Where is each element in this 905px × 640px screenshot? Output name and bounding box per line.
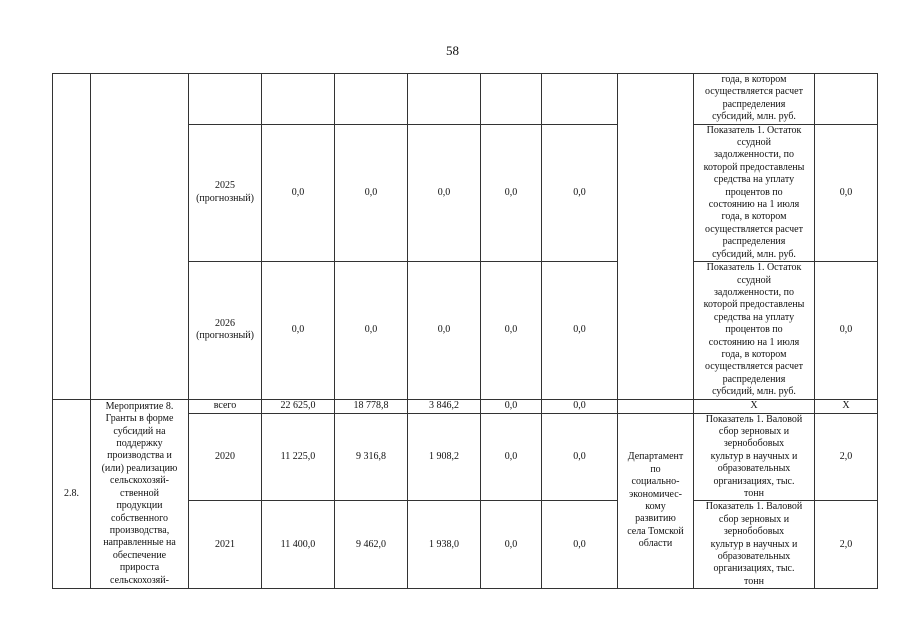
value-cell: 22 625,0 xyxy=(262,399,335,413)
value-cell: 0,0 xyxy=(481,399,542,413)
indicator-text-line: субсидий, млн. руб. xyxy=(712,111,796,123)
indicator-text-line: сбор зерновых и xyxy=(718,513,790,525)
indicator-text-line: образовательных xyxy=(717,551,791,563)
indicator-text-line: задолженности, по xyxy=(713,286,794,298)
value-cell xyxy=(481,74,542,125)
indicator-text-line: распределения xyxy=(722,236,786,248)
executor-text-line: социально- xyxy=(631,476,680,488)
indicator-text-line: субсидий, млн. руб. xyxy=(712,248,796,260)
indicator-text-line: тонн xyxy=(744,488,764,499)
year-cell xyxy=(189,124,262,261)
event-text-line: субсидий на xyxy=(113,425,166,437)
value-cell: 0,0 xyxy=(542,413,618,501)
indicator-text-line: средства на уплату xyxy=(713,311,795,323)
executor-cell xyxy=(618,74,694,400)
executor-text-line: Департамент xyxy=(627,451,684,463)
indicator-value-cell: 2,0 xyxy=(815,501,878,589)
indicator-value-cell xyxy=(815,74,878,125)
year-cell: 2021 xyxy=(189,501,262,589)
year-label: 2025 xyxy=(215,180,235,192)
executor-cell xyxy=(618,413,694,589)
year-cell xyxy=(189,74,262,125)
value-cell xyxy=(542,74,618,125)
indicator-text-line: состоянию на 1 июля xyxy=(708,336,800,348)
indicator-text-cell xyxy=(694,501,815,589)
indicator-value-cell: 2,0 xyxy=(815,413,878,501)
indicator-text-line: процентов по xyxy=(725,324,783,336)
value-cell: 0,0 xyxy=(481,124,542,261)
event-text-line: прироста xyxy=(119,562,160,574)
indicator-text-cell xyxy=(694,262,815,399)
value-cell: 1 908,2 xyxy=(408,413,481,501)
executor-text-line: области xyxy=(638,538,673,550)
event-text-line: сельскохозяй- xyxy=(110,475,169,487)
value-cell xyxy=(262,74,335,125)
year-label: 2026 xyxy=(215,317,235,329)
event-text-line: направленные на xyxy=(103,537,176,549)
indicator-text-line: средства на уплату xyxy=(713,174,795,186)
event-text-line: (или) реализацию xyxy=(101,462,178,474)
value-cell: 18 778,8 xyxy=(335,399,408,413)
value-cell: 11 400,0 xyxy=(262,501,335,589)
number-cell: 2.8. xyxy=(53,399,91,589)
value-cell: 9 462,0 xyxy=(335,501,408,589)
executor-text-line: развитию xyxy=(635,513,676,525)
indicator-text-line: процентов по xyxy=(725,186,783,198)
indicator-text-line: осуществляется расчет xyxy=(705,361,803,373)
event-text-line: сельскохозяй- xyxy=(110,574,169,586)
indicator-value-cell: 0,0 xyxy=(815,124,878,261)
program-table xyxy=(52,73,878,589)
value-cell: 0,0 xyxy=(542,262,618,399)
indicator-text-line: года, в котором xyxy=(721,74,787,85)
value-cell: 0,0 xyxy=(408,262,481,399)
indicator-text-line: тонн xyxy=(744,575,764,587)
year-cell xyxy=(189,262,262,399)
value-cell: 0,0 xyxy=(481,413,542,501)
event-cell xyxy=(91,74,189,400)
value-cell: 11 225,0 xyxy=(262,413,335,501)
indicator-text-line: распределения xyxy=(722,98,786,110)
table-row xyxy=(53,74,878,125)
executor-text-line: экономичес- xyxy=(629,488,682,500)
event-text-line: ственной xyxy=(120,487,159,499)
event-text-line: продукции xyxy=(116,500,163,512)
event-cell xyxy=(91,399,189,589)
indicator-text-line: организациях, тыс. xyxy=(713,475,795,487)
page-number: 58 xyxy=(446,43,459,58)
event-text-line: Гранты в форме xyxy=(105,413,174,425)
indicator-text-line: ссудной xyxy=(737,137,771,149)
indicator-text-line: образовательных xyxy=(717,463,791,475)
value-cell: 0,0 xyxy=(262,262,335,399)
value-cell xyxy=(335,74,408,125)
number-cell xyxy=(53,74,91,400)
indicator-value-cell: 0,0 xyxy=(815,262,878,399)
indicator-text-line: культур в научных и xyxy=(710,538,798,550)
indicator-text-cell: X xyxy=(694,399,815,413)
indicator-text-line: Показатель 1. Остаток xyxy=(706,262,802,274)
year-note: (прогнозный) xyxy=(196,330,254,342)
value-cell: 0,0 xyxy=(335,262,408,399)
indicator-text-line: задолженности, по xyxy=(713,149,794,161)
value-cell: 0,0 xyxy=(542,124,618,261)
table-row xyxy=(53,399,878,413)
value-cell: 0,0 xyxy=(335,124,408,261)
indicator-value-cell: X xyxy=(815,399,878,413)
event-text-line: производства, xyxy=(109,524,170,536)
value-cell: 3 846,2 xyxy=(408,399,481,413)
indicator-text-line: которой предоставлены xyxy=(703,299,805,311)
year-note: (прогнозный) xyxy=(196,192,254,204)
indicator-text-line: Показатель 1. Валовой xyxy=(705,501,803,513)
value-cell: 0,0 xyxy=(481,262,542,399)
indicator-text-line: культур в научных и xyxy=(710,450,798,462)
indicator-text-line: зернобобовых xyxy=(723,438,785,450)
executor-text-line: села Томской xyxy=(627,525,684,537)
indicator-text-line: распределения xyxy=(722,373,786,385)
indicator-text-line: организациях, тыс. xyxy=(713,563,795,575)
year-cell: 2020 xyxy=(189,413,262,501)
indicator-text-line: года, в котором xyxy=(721,211,787,223)
executor-text-line: по xyxy=(650,463,661,475)
indicator-text-line: зернобобовых xyxy=(723,526,785,538)
value-cell: 0,0 xyxy=(542,399,618,413)
executor-cell xyxy=(618,399,694,413)
indicator-text-line: сбор зерновых и xyxy=(718,425,790,437)
event-text-line: обеспечение xyxy=(112,549,167,561)
indicator-text-cell xyxy=(694,413,815,501)
event-text-line: Мероприятие 8. xyxy=(105,400,174,412)
indicator-text-cell xyxy=(694,74,815,125)
executor-text-line: кому xyxy=(645,500,666,512)
indicator-text-line: осуществляется расчет xyxy=(705,223,803,235)
indicator-text-line: которой предоставлены xyxy=(703,161,805,173)
indicator-text-line: Показатель 1. Валовой xyxy=(705,413,803,425)
indicator-text-cell xyxy=(694,124,815,261)
value-cell: 9 316,8 xyxy=(335,413,408,501)
indicator-text-line: ссудной xyxy=(737,274,771,286)
value-cell: 0,0 xyxy=(408,124,481,261)
indicator-text-line: года, в котором xyxy=(721,348,787,360)
event-text-line: собственного xyxy=(111,512,168,524)
event-text-line: производства и xyxy=(107,450,172,462)
value-cell xyxy=(408,74,481,125)
indicator-text-line: осуществляется расчет xyxy=(705,86,803,98)
value-cell: 0,0 xyxy=(481,501,542,589)
event-text-line: поддержку xyxy=(116,438,163,450)
indicator-text-line: субсидий, млн. руб. xyxy=(712,386,796,398)
value-cell: 0,0 xyxy=(542,501,618,589)
indicator-text-line: Показатель 1. Остаток xyxy=(706,124,802,136)
value-cell: 0,0 xyxy=(262,124,335,261)
year-cell: всего xyxy=(189,399,262,413)
indicator-text-line: состоянию на 1 июля xyxy=(708,199,800,211)
value-cell: 1 938,0 xyxy=(408,501,481,589)
